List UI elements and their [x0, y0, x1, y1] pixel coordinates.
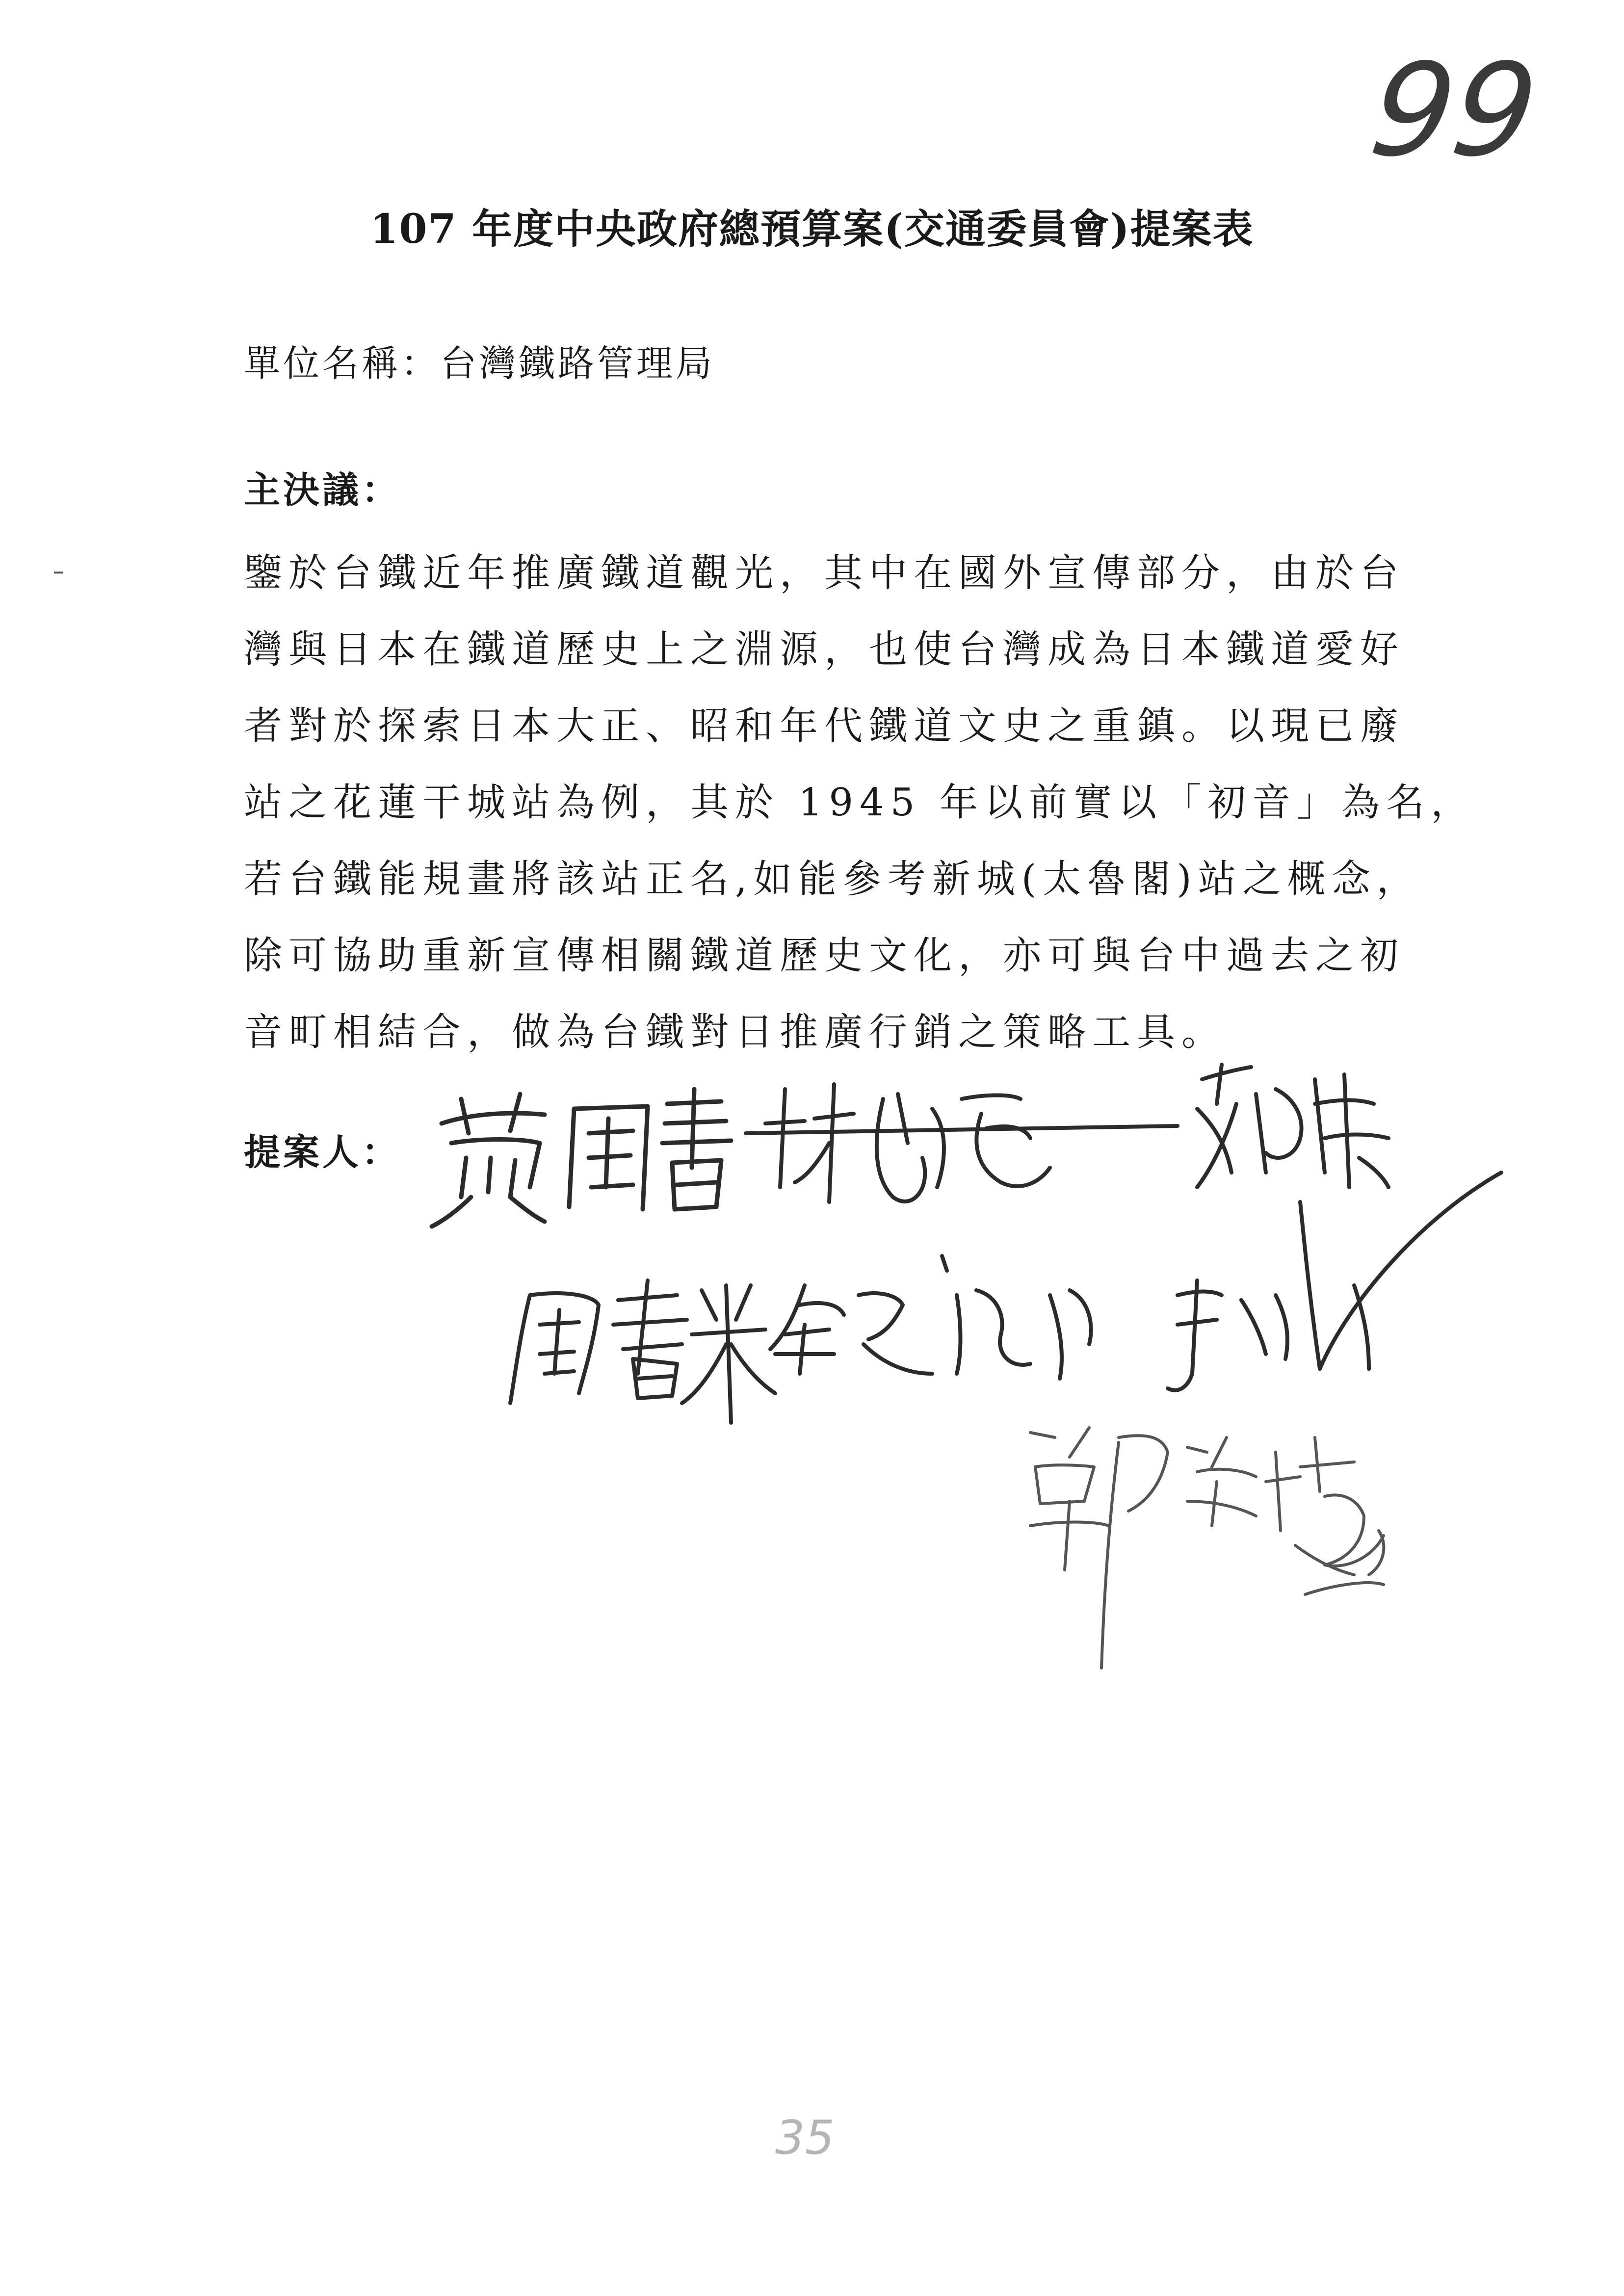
footer-page-number: [765, 2105, 873, 2168]
unit-name-line: [244, 335, 715, 387]
unit-name-value: 台灣鐵路管理局: [440, 342, 715, 385]
resolution-line: 音町相結合，做為台鐵對日推廣行銷之策略工具。: [244, 1010, 1227, 1054]
page-title: 107 年度中央政府總預算案(交通委員會)提案表: [370, 206, 1254, 253]
signature-1: [432, 1089, 731, 1226]
scan-artifact: [54, 572, 63, 574]
resolution-line: 若台鐵能規畫將該站正名,如能參考新城(太魯閣)站之概念，: [244, 857, 1421, 901]
proposer-label: 提案人：: [244, 1131, 401, 1174]
page-number: [1362, 34, 1546, 185]
signature-7: [1030, 1428, 1384, 1668]
resolution-heading: 主決議：: [244, 469, 401, 511]
signature-2: [746, 1084, 1178, 1202]
resolution-line: 灣與日本在鐵道歷史上之淵源，也使台灣成為日本鐵道愛好: [244, 627, 1405, 672]
signature-6: [1168, 1173, 1501, 1390]
unit-name-label: 單位名稱：: [244, 342, 440, 385]
resolution-line: 者對於探索日本大正、昭和年代鐵道文史之重鎮。以現已廢: [244, 704, 1405, 748]
signature-5: [770, 1256, 1091, 1379]
footer-page-number-text: 35: [775, 2111, 835, 2165]
page-number-text: 99: [1362, 36, 1546, 185]
resolution-line: 除可協助重新宣傳相關鐵道歷史文化，亦可與台中過去之初: [244, 934, 1405, 978]
resolution-line: 鑒於台鐵近年推廣鐵道觀光，其中在國外宣傳部分，由於台: [244, 551, 1405, 595]
signature-4: [510, 1280, 775, 1423]
resolution-line: 站之花蓮干城站為例，其於 1945 年以前實以「初音」為名，: [244, 781, 1476, 825]
signature-3: [1197, 1065, 1388, 1187]
resolution-body: [244, 535, 1476, 1070]
